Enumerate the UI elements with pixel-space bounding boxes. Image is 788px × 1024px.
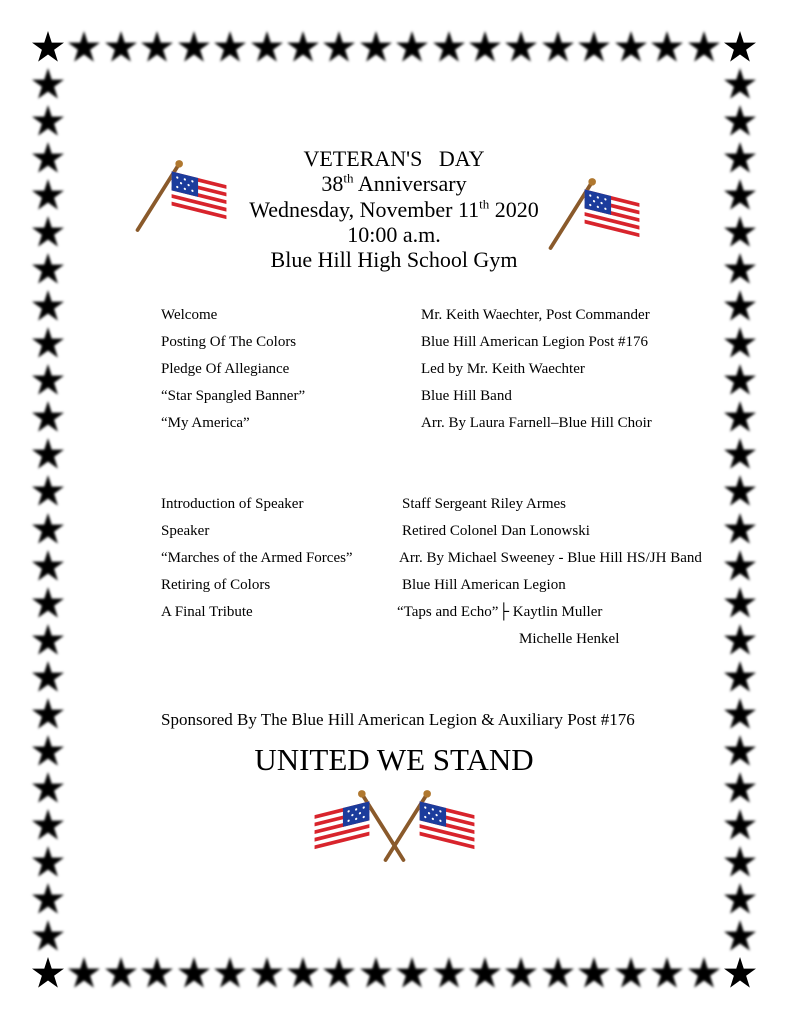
star-icon xyxy=(650,30,684,64)
star-icon xyxy=(31,697,65,731)
event-header xyxy=(0,146,788,272)
star-icon xyxy=(31,363,65,397)
star-icon xyxy=(359,956,393,990)
star-icon xyxy=(395,30,429,64)
event-date: Wednesday, November 11th 2020 xyxy=(249,196,539,222)
program-performer: Blue Hill American Legion Post #176 xyxy=(421,334,649,350)
star-icon xyxy=(395,956,429,990)
star-icon xyxy=(31,67,65,101)
star-icon xyxy=(177,30,211,64)
star-icon xyxy=(177,956,211,990)
star-icon xyxy=(468,30,502,64)
star-icon xyxy=(432,956,466,990)
star-icon xyxy=(31,956,65,990)
star-icon xyxy=(31,30,65,64)
sponsor-line: Sponsored By The Blue Hill American Legion & Auxiliary Post #176 xyxy=(161,710,635,729)
star-icon xyxy=(286,30,320,64)
star-icon xyxy=(104,956,138,990)
program-event: “Marches of the Armed Forces” xyxy=(161,550,353,566)
program-performer: Blue Hill American Legion xyxy=(402,577,566,593)
star-icon xyxy=(359,30,393,64)
program-performer: “Taps and Echo”├ Kaytlin Muller xyxy=(397,604,603,620)
star-icon xyxy=(322,956,356,990)
american-flag-icon xyxy=(543,174,647,254)
star-icon xyxy=(723,586,757,620)
star-icon xyxy=(614,30,648,64)
star-icon xyxy=(213,30,247,64)
star-icon xyxy=(723,67,757,101)
star-icon xyxy=(31,845,65,879)
star-icon xyxy=(687,956,721,990)
star-icon xyxy=(31,549,65,583)
star-icon xyxy=(723,660,757,694)
star-icon xyxy=(31,660,65,694)
star-icon xyxy=(723,697,757,731)
star-icon xyxy=(31,882,65,916)
star-icon xyxy=(723,956,757,990)
star-icon xyxy=(577,956,611,990)
american-flag-icon xyxy=(130,156,234,236)
star-icon xyxy=(723,623,757,657)
program-event: Speaker xyxy=(161,523,210,539)
star-icon xyxy=(723,919,757,953)
program-event: Welcome xyxy=(161,307,218,323)
star-icon xyxy=(31,623,65,657)
star-icon xyxy=(504,956,538,990)
star-icon xyxy=(723,845,757,879)
star-icon xyxy=(31,437,65,471)
program-event: Pledge Of Allegiance xyxy=(161,361,290,377)
star-icon xyxy=(140,956,174,990)
star-icon xyxy=(140,30,174,64)
event-time: 10:00 a.m. xyxy=(347,221,441,247)
motto: UNITED WE STAND xyxy=(254,742,534,777)
star-icon xyxy=(504,30,538,64)
program-performer: Staff Sergeant Riley Armes xyxy=(402,496,567,512)
star-icon xyxy=(104,30,138,64)
program-performer: Arr. By Laura Farnell–Blue Hill Choir xyxy=(421,415,652,431)
star-icon xyxy=(250,30,284,64)
anniversary: 38th Anniversary xyxy=(321,170,467,197)
program-event: Posting Of The Colors xyxy=(161,334,297,350)
star-icon xyxy=(286,956,320,990)
star-icon xyxy=(577,30,611,64)
star-icon xyxy=(31,919,65,953)
star-icon xyxy=(723,363,757,397)
star-icon xyxy=(31,808,65,842)
program-event: Introduction of Speaker xyxy=(161,496,304,512)
star-icon xyxy=(67,956,101,990)
american-flag-icon xyxy=(307,786,411,866)
program-event: A Final Tribute xyxy=(161,604,253,620)
program-performer: Arr. By Michael Sweeney - Blue Hill HS/JH Band xyxy=(399,550,702,566)
star-icon xyxy=(687,30,721,64)
star-icon xyxy=(723,30,757,64)
star-icon xyxy=(250,956,284,990)
star-icon xyxy=(723,882,757,916)
star-icon xyxy=(650,956,684,990)
program-performer: Blue Hill Band xyxy=(421,388,512,404)
star-icon xyxy=(723,549,757,583)
program-performer: Retired Colonel Dan Lonowski xyxy=(402,523,590,539)
program-event: “My America” xyxy=(161,415,250,431)
star-icon xyxy=(723,400,757,434)
star-icon xyxy=(723,808,757,842)
program-performer: Mr. Keith Waechter, Post Commander xyxy=(421,307,650,323)
star-icon xyxy=(723,437,757,471)
star-icon xyxy=(31,104,65,138)
star-icon xyxy=(31,326,65,360)
star-icon xyxy=(723,289,757,323)
star-icon xyxy=(31,474,65,508)
star-icon xyxy=(468,956,502,990)
program-performer: Led by Mr. Keith Waechter xyxy=(421,361,585,377)
star-icon xyxy=(541,30,575,64)
star-icon xyxy=(322,30,356,64)
program-event: “Star Spangled Banner” xyxy=(161,388,306,404)
star-icon xyxy=(67,30,101,64)
star-icon xyxy=(31,400,65,434)
star-icon xyxy=(31,512,65,546)
star-icon xyxy=(614,956,648,990)
star-icon xyxy=(213,956,247,990)
event-title: VETERAN'S DAY xyxy=(303,146,485,171)
star-icon xyxy=(723,474,757,508)
program-event: Retiring of Colors xyxy=(161,577,271,593)
star-icon xyxy=(723,104,757,138)
star-icon xyxy=(432,30,466,64)
star-icon xyxy=(31,289,65,323)
star-icon xyxy=(723,512,757,546)
star-icon xyxy=(541,956,575,990)
star-icon xyxy=(31,586,65,620)
program-performer: Michelle Henkel xyxy=(519,631,620,647)
event-venue: Blue Hill High School Gym xyxy=(270,247,518,273)
star-icon xyxy=(723,326,757,360)
